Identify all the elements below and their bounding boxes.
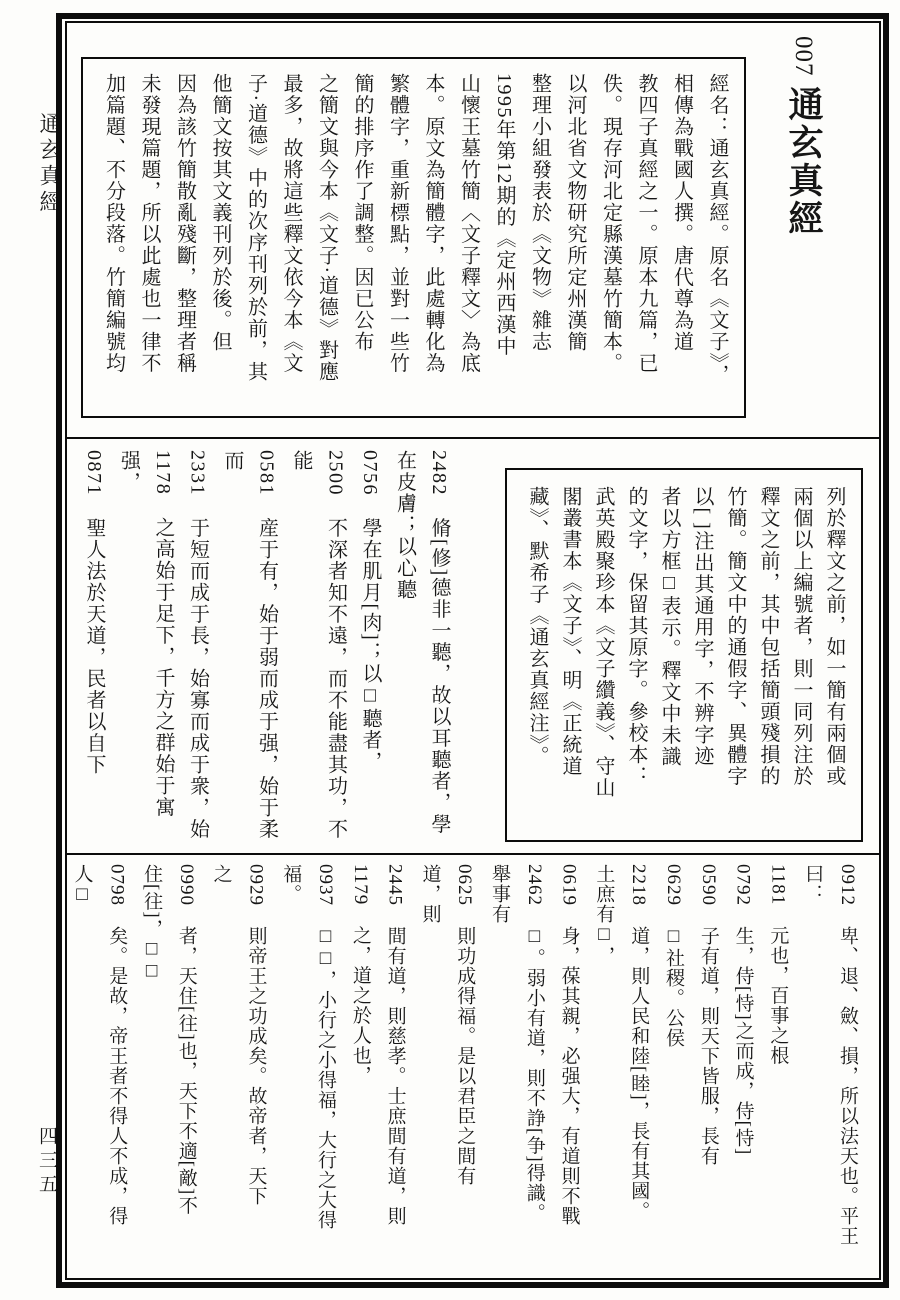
text-column: 簡的排序作了調整。因已公布 <box>351 73 373 353</box>
text-column: 藏》、默希子《通玄真經注》。 <box>526 486 548 767</box>
text-column: 土庶有□， <box>593 864 615 966</box>
text-column: 未發現篇題，所以此處也一律不 <box>138 73 160 374</box>
text-column: 0912 卑、退、斂、損，所以法天也。平王 <box>837 864 858 1246</box>
text-column: 的文字，保留其原字。參校本： <box>625 486 647 787</box>
text-column: 以[ ]注出其通用字，不辨字迹 <box>691 486 713 767</box>
text-column: 繁體字，重新標點，並對一些竹 <box>386 73 409 374</box>
text-column: 子·道德》中的次序刊列於前，其 <box>244 73 267 383</box>
folio-number: 四三五 <box>36 1126 57 1198</box>
text-column: 0929 則帝王之功成矣。故帝者，天下 <box>245 864 267 1206</box>
text-column: 0871 聖人法於天道，民者以自下 <box>83 450 105 776</box>
text-column: 0937 □□，小行之小得福，大行之大得 <box>315 864 337 1230</box>
editorial-notes-box <box>505 468 863 842</box>
text-column: 山懷王墓竹簡〈文子釋文〉為底 <box>457 73 480 374</box>
intro-note-box <box>81 57 746 418</box>
text-column: 0792 生，侍[恃]之而成，侍[恃] <box>732 864 754 1156</box>
text-column: 兩個以上編號者，則一同列注於 <box>790 486 812 787</box>
text-column: 佚。現存河北定縣漢墓竹簡本。 <box>599 73 622 374</box>
text-column: 0619 身，葆其親，必强大，有道則不戰 <box>558 864 580 1226</box>
text-column: 0990 者，天住[往]也，天下不適[敵]不 <box>175 864 197 1216</box>
text-column: 舉事有 <box>489 864 511 924</box>
text-column: 教四子真經之一。原本九篇，已 <box>635 73 657 374</box>
page-header <box>768 36 838 266</box>
text-column: 閣叢書本《文子》、明《正統道 <box>559 486 581 777</box>
text-column: 本。原文為簡體字，此處轉化為 <box>422 73 444 374</box>
text-column: 2462 □。弱小有道，則不諍[争]得識。 <box>523 864 545 1223</box>
text-column: 能 <box>290 450 312 472</box>
text-column: 以河北省文物研究所定州漢簡 <box>564 73 586 353</box>
text-column: 人□ <box>71 864 93 906</box>
text-column: 住[往]，□□ <box>141 864 163 983</box>
text-column: 0625 則功成得福。是以君臣之間有 <box>454 864 476 1186</box>
text-column: 經名：通玄真經。原名《文子》， <box>706 73 728 386</box>
spine-title: 通玄真經 <box>37 112 62 216</box>
text-column: 整理小組發表於《文物》雜志 <box>528 73 551 353</box>
text-column: 0581 産于有，始于弱而成于强，始于柔 <box>255 450 278 840</box>
text-column: 他簡文按其文義刊列於後。但 <box>209 73 231 353</box>
text-column: 0590 子有道，則天下皆服，長有 <box>697 864 719 1166</box>
slip-text-upper <box>70 450 456 850</box>
text-column: 0629 □社稷。公侯 <box>663 864 685 1048</box>
text-column: 之簡文與今本《文子·道德》對應 <box>315 73 338 383</box>
text-column: 1179 之，道之於人也， <box>349 864 371 1086</box>
text-column: 最多，故將這些釋文依今本《文 <box>280 73 302 374</box>
entry-number: 007 <box>790 36 817 77</box>
text-column: 曰： <box>802 864 824 904</box>
text-column: 2500 不深者知不遠，而不能盡其功，不 <box>324 450 347 840</box>
section-divider-upper <box>66 437 880 439</box>
text-column: 之 <box>210 864 232 884</box>
text-column: 武英殿聚珍本《文子纘義》、守山 <box>592 486 614 799</box>
text-column: 2218 道，則人民和陸[睦]，長有其國。 <box>628 864 650 1221</box>
text-column: 福。 <box>280 864 302 904</box>
text-column: 而 <box>221 450 243 472</box>
text-column: 1178 之高始于足下，千方之群始于寓 <box>152 450 174 818</box>
slip-text-lower <box>62 864 864 1261</box>
text-column: 加篇題、不分段落。竹簡編號均 <box>102 73 125 374</box>
text-column: 0756 學在肌月[肉]；以□聽者， <box>359 450 381 773</box>
text-column: 0798 矣。是故，帝王者不得人不成，得 <box>106 864 128 1226</box>
page-title: 通玄真經 <box>784 85 823 238</box>
text-column: 釋文之前，其中包括簡頭殘損的 <box>757 486 779 787</box>
text-column: 2331 于短而成于長，始寡而成于衆，始 <box>186 450 209 840</box>
text-column: 2445 間有道，則慈孝。士庶間有道，則 <box>384 864 406 1226</box>
text-column: 1995年第12期的《定州西漢中 <box>493 73 515 357</box>
text-column: 强， <box>117 450 140 493</box>
text-column: 相傳為戰國人撰。唐代尊為道 <box>670 73 693 353</box>
text-column: 竹簡。簡文中的通假字、異體字 <box>724 486 746 787</box>
text-column: 道，則 <box>419 864 441 924</box>
text-column: 在皮膚；以心聽 <box>393 450 416 601</box>
text-column: 列於釋文之前，如一簡有兩個或 <box>823 486 845 787</box>
text-column: 1181 元也，百事之根 <box>767 864 789 1066</box>
text-column: 者以方框□表示。釋文中未識 <box>658 486 680 768</box>
text-column: 因為該竹簡散亂殘斷，整理者稱 <box>173 73 196 374</box>
section-divider-lower <box>66 853 880 855</box>
text-column: 2482 脩[修]德非一聽，故以耳聽者，學 <box>428 450 450 835</box>
